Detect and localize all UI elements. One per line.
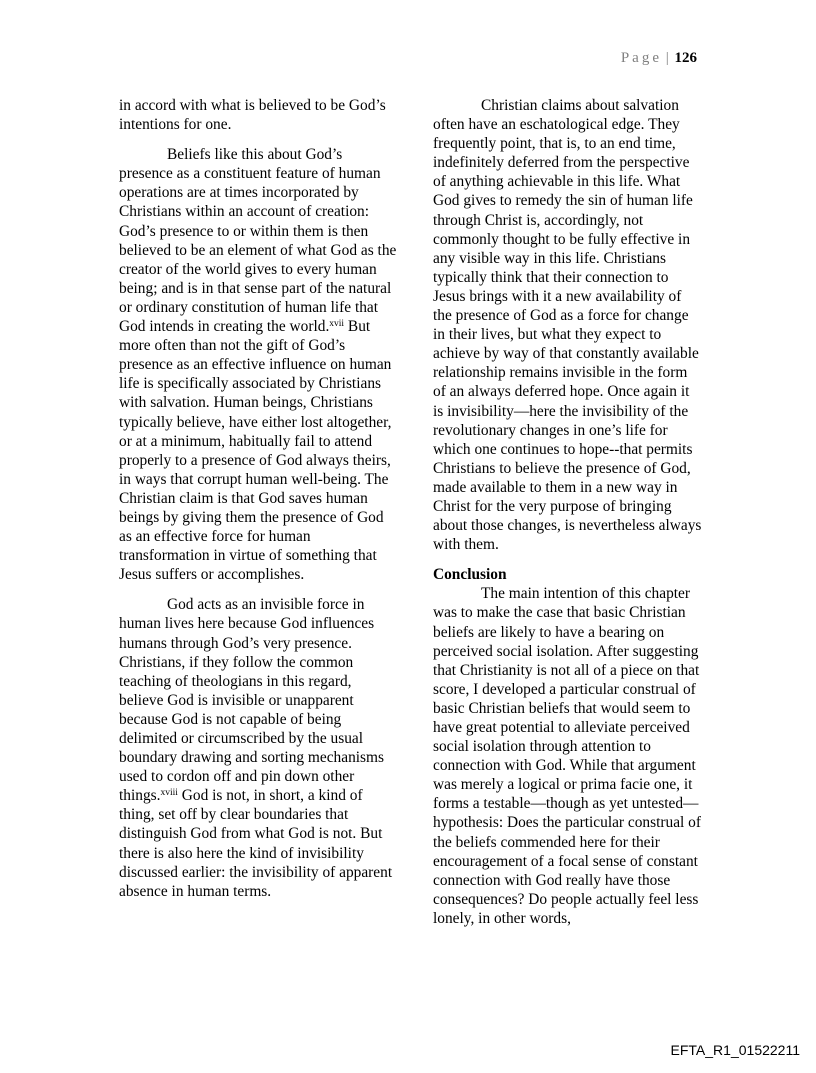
section-heading: Conclusion bbox=[433, 566, 507, 584]
paragraph-conclusion: The main intention of this chapter was to make the case that basic Christian beliefs are likely to have a bearing on perceived social isolation. After suggesting that Christianity is not all of a piece on that score, I developed a particular construal of basic Christian beliefs that would seem to have great potential to alleviate perceived social isolation through attention to connection with God. While that argument was merely a logical or prima facie one, it forms a testable—though as yet untested—hypothesis: Does the particular construal of the beliefs commended here for their encouragement of a focal sense of constant connection with God really have those consequences? Do people actually feel less lonely, in other words, bbox=[433, 585, 701, 927]
paragraph-continued: in accord with what is believed to be God’s intentions for one. bbox=[119, 97, 386, 134]
endnote-marker: xviii bbox=[160, 788, 178, 799]
page-header bbox=[621, 48, 697, 68]
paragraph-invisible-force bbox=[119, 595, 399, 901]
paragraph-text: God acts as an invisible force in human lives here because God influences humans through God’s very presence. Christians, if they follow the common teaching of theologians in this regard, believe God is invisible or unapparent because God is not capable of being delimited or circumscribed by the usual boundary drawing and sorting mechanisms used to cordon off and pin down other things. bbox=[119, 596, 385, 805]
paragraph-eschatology: Christian claims about salvation often have an eschatological edge. They frequently point, that is, to an end time, indefinitely deferred from the perspective of anything achievable in this life. What God gives to remedy the sin of human life through Christ is, accordingly, not commonly thought to be fully effective in any visible way in this life. Christians typically think that their connection to Jesus brings with it a new availability of the presence of God as a force for change in their lives, but what they expect to achieve by way of that constantly available relationship remains invisible in the form of an always deferred hope. Once again it is invisibility—here the invisibility of the revolutionary changes in one’s life for which one continues to hope--that permits Christians to believe the presence of God, made available to them in a new way in Christ for the very purpose of bringing about those changes, is nevertheless always with them. bbox=[433, 97, 702, 554]
paragraph-creation-salvation bbox=[119, 145, 399, 584]
endnote-marker: xvii bbox=[329, 319, 345, 330]
paragraph-text: Beliefs like this about God’s presence as a constituent feature of human operations are at times incorporated by Christians within an account of creation: God’s presence to or within them is then believed to be an element of what God as the creator of the world gives to every human being; and is in that sense part of the natural or ordinary constitution of human life that God intends in creating the world. bbox=[119, 146, 397, 336]
page-label: Page bbox=[620, 50, 662, 66]
page-number: 126 bbox=[674, 50, 697, 66]
document-id: EFTA_R1_01522211 bbox=[670, 1042, 800, 1058]
paragraph-text: God is not, in short, a kind of thing, set off by clear boundaries that distinguish God from what God is not. But there is also here the kind of invisibility discussed earlier: the invisibility of apparent absence in human terms. bbox=[119, 787, 393, 900]
page-separator: | bbox=[665, 50, 669, 66]
paragraph-text: But more often than not the gift of God’s presence as an effective influence on human life is specifically associated by Christians with salvation. Human beings, Christians typically believe, have either lost altogether, or at a minimum, habitually fail to attend properly to a presence of God always theirs, in ways that corrupt human well-being. The Christian claim is that God saves human beings by giving them the presence of God as an effective force for human transformation in virtue of something that Jesus suffers or accomplishes. bbox=[119, 318, 392, 584]
right-column bbox=[433, 96, 703, 939]
left-column bbox=[119, 96, 399, 912]
